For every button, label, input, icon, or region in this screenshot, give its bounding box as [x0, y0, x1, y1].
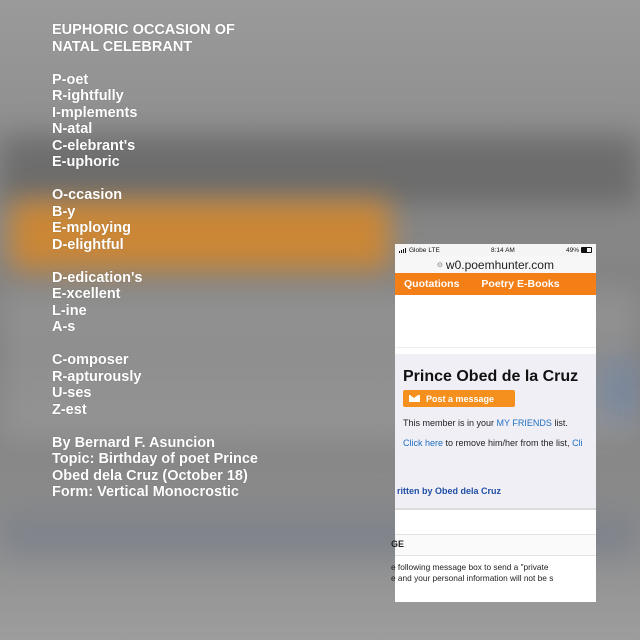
poem-credit: Obed dela Cruz (October 18): [52, 467, 248, 484]
section-title: GE: [391, 539, 405, 549]
poem-line: A-s: [52, 319, 76, 335]
cli-link[interactable]: Cli: [572, 438, 583, 448]
poem-line: Z-est: [52, 401, 87, 418]
friends-status-suffix: list.: [551, 418, 568, 428]
remove-friend-text: [403, 438, 583, 448]
url-text: w0.poemhunter.com: [445, 257, 554, 272]
phone-screenshot: [391, 244, 596, 602]
poem-line: L-ine: [52, 302, 87, 319]
poem-line: E-uphoric: [52, 154, 120, 170]
poem-line: D-elightful: [52, 236, 124, 253]
address-bar[interactable]: [395, 256, 596, 273]
status-bar: [395, 244, 596, 256]
nav-poetry-ebooks[interactable]: Poetry E-Books: [481, 278, 560, 290]
poem-text: [52, 22, 392, 501]
poem-line: U-ses: [52, 385, 92, 401]
poem-credit: By Bernard F. Asuncion: [52, 434, 216, 451]
section-body-line: e following message box to send a "private: [391, 562, 549, 572]
profile-name: Prince Obed de la Cruz: [403, 368, 579, 385]
message-section: [391, 512, 596, 602]
poem-credit: Topic: Birthday of poet Prince: [52, 451, 258, 467]
click-here-link[interactable]: Click here: [403, 438, 444, 448]
poem-line: E-mploying: [52, 220, 131, 236]
post-message-label: Post a message: [426, 393, 495, 404]
site-nav: [395, 273, 596, 295]
poem-line: O-ccasion: [52, 187, 123, 203]
network-label: LTE: [428, 246, 440, 254]
battery-icon: [581, 247, 592, 253]
divider: [395, 508, 596, 510]
poem-title-line: NATAL CELEBRANT: [52, 38, 193, 55]
my-friends-link[interactable]: MY FRIENDS: [496, 418, 552, 428]
remove-friend-suffix: to remove him/her from the list,: [443, 438, 573, 448]
envelope-icon: [409, 395, 420, 402]
poem-line: P-oet: [52, 71, 89, 88]
poem-line: I-mplements: [52, 104, 138, 121]
battery-percent: 49%: [565, 246, 579, 254]
poem-line: E-xcellent: [52, 286, 121, 302]
banner-area: [395, 295, 596, 348]
poem-line: C-omposer: [52, 352, 129, 368]
poem-line: D-edication's: [52, 269, 143, 286]
lock-icon: ⊙: [437, 261, 443, 269]
nav-quotations[interactable]: Quotations: [404, 278, 460, 290]
friends-status: [403, 418, 568, 428]
carrier-label: Globe: [409, 246, 427, 254]
section-body-line: e and your personal information will not be s: [391, 573, 554, 583]
poem-line: R-apturously: [52, 368, 142, 385]
poem-line: C-elebrant's: [52, 137, 136, 154]
section-body: [391, 562, 553, 584]
friends-status-prefix: This member is in your: [403, 418, 497, 428]
profile-card: [395, 354, 596, 509]
signal-icon: [399, 248, 407, 253]
section-header: [391, 534, 596, 556]
poem-line: R-ightfully: [52, 88, 124, 104]
written-by-link[interactable]: ritten by Obed dela Cruz: [397, 486, 502, 496]
poem-line: N-atal: [52, 121, 93, 137]
clock: 8:14 AM: [490, 246, 515, 254]
poem-title-line: EUPHORIC OCCASION OF: [52, 22, 235, 38]
poem-line: B-y: [52, 203, 76, 220]
poem-credit: Form: Vertical Monocrostic: [52, 484, 239, 500]
post-message-button[interactable]: [403, 390, 515, 407]
